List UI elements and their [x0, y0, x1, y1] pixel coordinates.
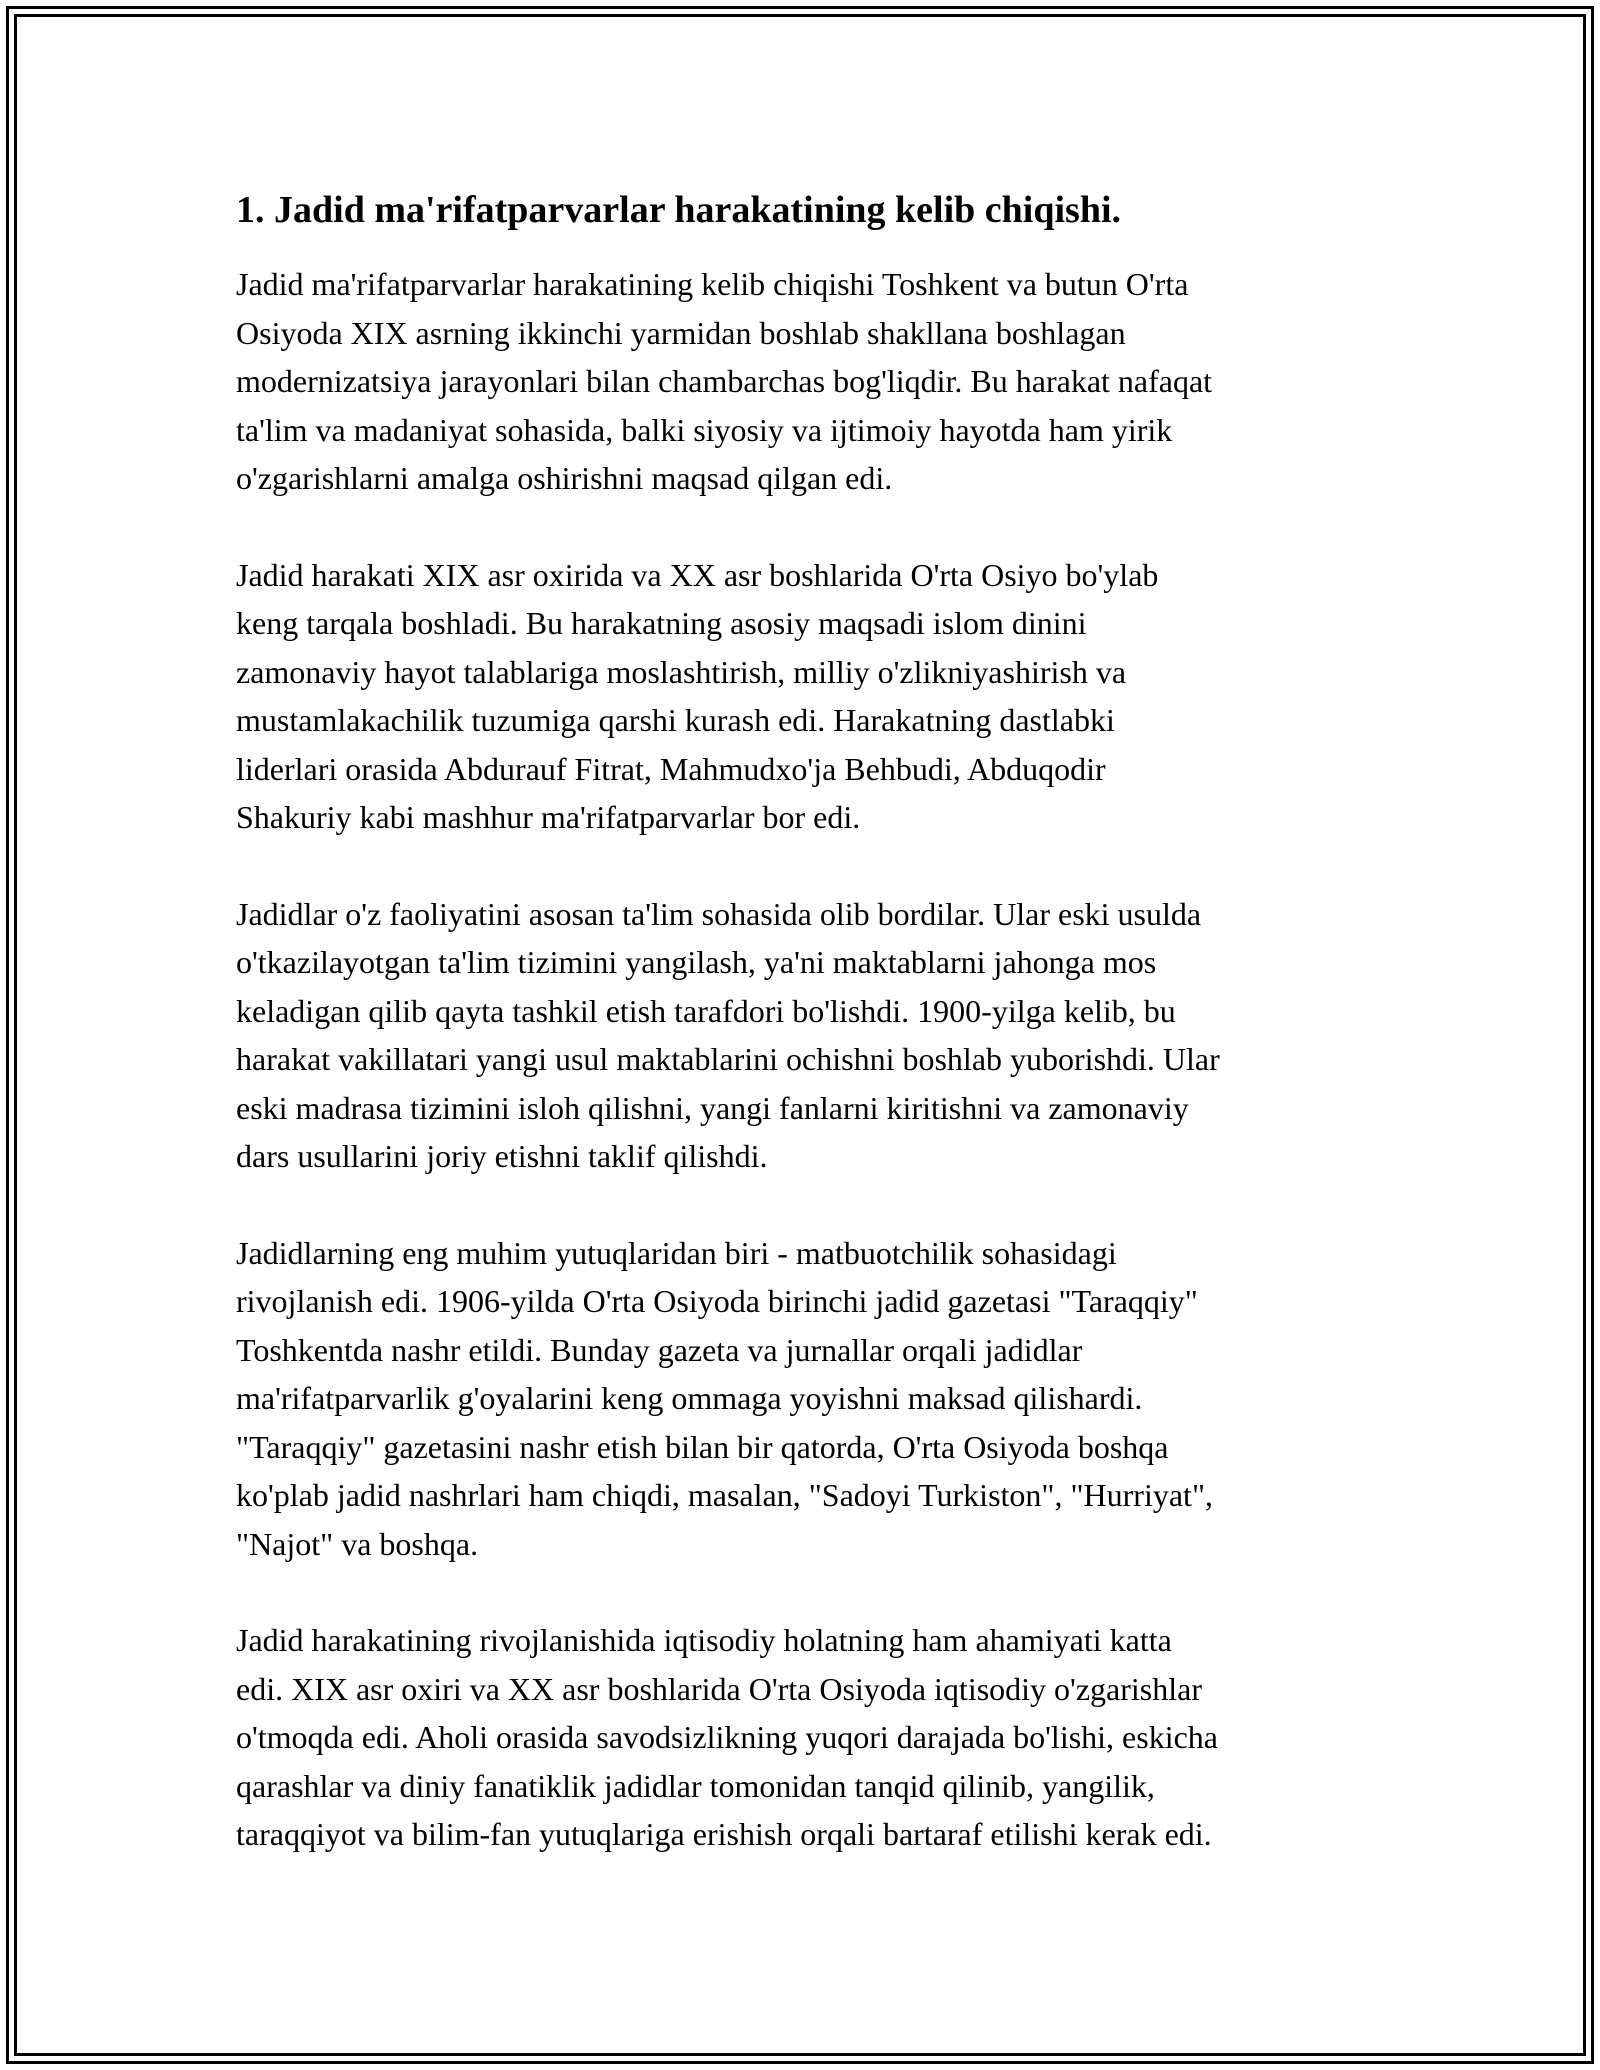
- text-line: Jadid ma'rifatparvarlar harakatining kelib chiqishi Toshkent va butun O'rta: [236, 266, 1189, 302]
- text-line: ta'lim va madaniyat sohasida, balki siyosiy va ijtimoiy hayotda ham yirik: [236, 411, 1173, 448]
- text-line: zamonaviy hayot talablariga moslashtirish, milliy o'zlikniyashirish va: [236, 653, 1127, 690]
- text-line: Jadidlar o'z faoliyatini asosan ta'lim sohasida olib bordilar. Ular eski usulda: [236, 895, 1202, 932]
- text-line: modernizatsiya jarayonlari bilan chambarchas bog'liqdir. Bu harakat nafaqat: [236, 363, 1213, 399]
- paragraph-3: [236, 890, 1376, 1181]
- text-line: mustamlakachilik tuzumiga qarshi kurash edi. Harakatning dastlabki: [236, 702, 1115, 738]
- paragraph-4: [236, 1229, 1376, 1569]
- paragraph-1: [236, 260, 1376, 503]
- text-line: Toshkentda nashr etildi. Bunday gazeta va jurnallar orqali jadidlar: [236, 1331, 1083, 1368]
- text-line: liderlari orasida Abdurauf Fitrat, Mahmudxo'ja Behbudi, Abduqodir: [236, 750, 1106, 787]
- text-line: eski madrasa tizimini isloh qilishni, yangi fanlarni kiritishni va zamonaviy: [236, 1089, 1189, 1126]
- text-line: o'tmoqda edi. Aholi orasida savodsizlikning yuqori darajada bo'lishi, eskicha: [236, 1719, 1218, 1755]
- text-line: rivojlanish edi. 1906-yilda O'rta Osiyoda birinchi jadid gazetasi "Taraqqiy": [236, 1283, 1198, 1319]
- text-line: Jadid harakatining rivojlanishida iqtisodiy holatning ham ahamiyati katta: [236, 1622, 1172, 1658]
- text-line: qarashlar va diniy fanatiklik jadidlar tomonidan tanqid qilinib, yangilik,: [236, 1767, 1155, 1804]
- text-line: dars usullarini joriy etishni taklif qilishdi.: [236, 1138, 768, 1174]
- text-line: keng tarqala boshladi. Bu harakatning asosiy maqsadi islom dinini: [236, 605, 1087, 641]
- text-line: harakat vakillatari yangi usul maktablarini ochishni boshlab yuborishdi. Ular: [236, 1041, 1220, 1077]
- text-line: "Najot" va boshqa.: [236, 1525, 479, 1562]
- text-line: "Taraqqiy" gazetasini nashr etish bilan bir qatorda, O'rta Osiyoda boshqa: [236, 1428, 1169, 1465]
- page-title: 1. Jadid ma'rifatparvarlar harakatining kelib chiqishi.: [236, 189, 1122, 231]
- paragraph-5: [236, 1616, 1376, 1859]
- text-line: o'zgarishlarni amalga oshirishni maqsad qilgan edi.: [236, 460, 893, 496]
- document-body: [236, 186, 1376, 1907]
- text-line: ko'plab jadid nashrlari ham chiqdi, masalan, "Sadoyi Turkiston", "Hurriyat",: [236, 1477, 1213, 1513]
- text-line: Jadid harakati XIX asr oxirida va XX asr boshlarida O'rta Osiyo bo'ylab: [236, 556, 1159, 593]
- paragraph-2: [236, 551, 1376, 842]
- text-line: Shakuriy kabi mashhur ma'rifatparvarlar bor edi.: [236, 799, 861, 835]
- text-line: Osiyoda XIX asrning ikkinchi yarmidan boshlab shakllana boshlagan: [236, 314, 1126, 351]
- text-line: edi. XIX asr oxiri va XX asr boshlarida O'rta Osiyoda iqtisodiy o'zgarishlar: [236, 1670, 1202, 1707]
- text-line: ma'rifatparvarlik g'oyalarini keng ommaga yoyishni maksad qilishardi.: [236, 1380, 1143, 1416]
- text-line: taraqqiyot va bilim-fan yutuqlariga erishish orqali bartaraf etilishi kerak edi.: [236, 1816, 1212, 1852]
- text-line: Jadidlarning eng muhim yutuqlaridan biri - matbuotchilik sohasidagi: [236, 1234, 1117, 1271]
- text-line: o'tkazilayotgan ta'lim tizimini yangilash, ya'ni maktablarni jahonga mos: [236, 944, 1157, 980]
- text-line: keladigan qilib qayta tashkil etish tarafdori bo'lishdi. 1900-yilga kelib, bu: [236, 992, 1176, 1029]
